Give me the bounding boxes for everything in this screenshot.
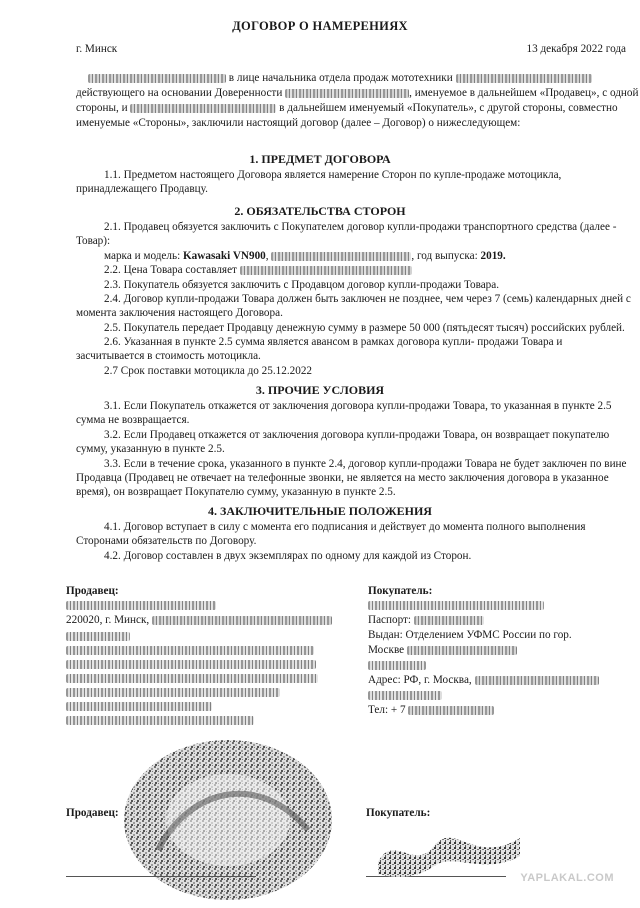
clause-4-1-line-1: 4.1. Договор вступает в силу с момента его подписания и действует до момента полного выполнения: [104, 521, 586, 533]
intro-line-3: [76, 101, 618, 116]
redacted-phone-number: [408, 706, 494, 715]
intro-text: в лице начальника отдела продаж мототехники: [228, 72, 453, 84]
redacted-seller-line: [66, 646, 314, 655]
section-1-title: 1. ПРЕДМЕТ ДОГОВОРА: [249, 152, 391, 166]
phone-label: Тел: + 7: [368, 704, 406, 716]
redacted-representative-name: [456, 74, 592, 83]
intro-line-2: [76, 86, 639, 101]
clause-4-1-line-2: Сторонами обязательств по Договору.: [76, 535, 257, 547]
clause-1-1-line-1: 1.1. Предметом настоящего Договора является намерение Сторон по купле-продаже мотоцикла,: [104, 169, 562, 181]
redacted-buyer-name: [368, 601, 544, 610]
clause-2-1-line-3: марка и модель: Kawasaki VN900, , год выпуска: 2019.: [104, 250, 506, 262]
section-3-title: 3. ПРОЧИЕ УСЛОВИЯ: [255, 383, 385, 397]
clause-2-3: 2.3. Покупатель обязуется заключить с Продавцом договор купли-продажи Товара.: [104, 279, 500, 291]
redacted-buyer-name: [130, 104, 276, 113]
clause-3-3-line-3: время), он возвращает Покупателю сумму, указанную в пункте 2.5.: [76, 486, 396, 498]
year-value: 2019.: [480, 250, 506, 262]
year-label: , год выпуска:: [411, 250, 478, 262]
passport-label: Паспорт:: [368, 614, 412, 626]
seller-stamp-redacted: [118, 730, 340, 908]
intro-line-4: именуемые «Стороны», заключили настоящий договор (далее – Договор) о нижеследующем:: [76, 117, 521, 129]
redacted-power-of-attorney: [285, 89, 409, 98]
redacted-seller-line: [66, 716, 254, 725]
clause-3-3-line-1: 3.3. Если в течение срока, указанного в пункте 2.4, договор купли-продажи Товара не будет заключен по вине: [104, 458, 627, 470]
section-2-title: 2. ОБЯЗАТЕЛЬСТВА СТОРОН: [234, 204, 406, 218]
clause-2-2: [104, 263, 412, 278]
buyer-heading: Покупатель:: [368, 585, 433, 597]
redacted-seller-line: [66, 660, 316, 669]
intro-text: в дальнейшем именуемый «Покупатель», с другой стороны, совместно: [279, 102, 618, 114]
buyer-signature-label: Покупатель:: [366, 807, 431, 819]
clause-2-1-line-2: Товар):: [76, 235, 111, 247]
clause-2-4-line-2: момента заключения настоящего Договора.: [76, 307, 283, 319]
redacted-passport-number: [414, 616, 484, 625]
redacted-seller-line: [66, 674, 318, 683]
document-title: ДОГОВОР О НАМЕРЕНИЯХ: [232, 19, 408, 33]
seller-address: [66, 613, 332, 628]
clause-3-2-line-1: 3.2. Если Продавец откажется от заключения договора купли-продажи Товара, он возвращает покупателю: [104, 429, 610, 441]
redacted-seller-line: [66, 688, 280, 697]
seller-signature-line: [66, 876, 256, 877]
clause-2-4-line-1: 2.4. Договор купли-продажи Товара должен быть заключен не позднее, чем через 7 (семь) календарных дней с: [104, 293, 631, 305]
buyer-address: [368, 673, 599, 688]
redacted-issuing-office: [407, 646, 517, 655]
clause-3-1-line-1: 3.1. Если Покупатель откажется от заключения договора купли-продажи Товара, то указанная в пункте 2.5: [104, 400, 612, 412]
redacted-company-name: [88, 74, 226, 83]
redacted-seller-line: [66, 702, 212, 711]
seller-heading: Продавец:: [66, 585, 119, 597]
clause-2-7: 2.7 Срок поставки мотоцикла до 25.12.2022: [104, 365, 313, 377]
redacted-price: [240, 266, 412, 275]
seller-signature-label: Продавец:: [66, 807, 119, 819]
clause-3-2-line-2: сумму, указанную в пункте 2.5.: [76, 443, 225, 455]
redacted-issue-date: [368, 661, 426, 670]
clause-2-5: 2.5. Покупатель передает Продавцу денежную сумму в размере 50 000 (пятьдесят тысяч) российских рублей.: [104, 322, 625, 334]
buyer-phone: [368, 703, 494, 718]
intro-text: , именуемое в дальнейшем «Продавец», с одной: [409, 87, 639, 99]
model-value: Kawasaki VN900: [182, 250, 266, 262]
watermark-logo: YAPLAKAL.COM: [520, 872, 614, 884]
redacted-buyer-street: [475, 676, 599, 685]
clause-3-1-line-2: сумма не возвращается.: [76, 414, 190, 426]
intro-text: стороны, и: [76, 102, 128, 114]
redacted-buyer-line: [368, 691, 442, 700]
redacted-seller-street: [152, 616, 332, 625]
clause-2-6-line-1: 2.6. Указанная в пункте 2.5 сумма является авансом в рамках договора купли- продажи Товара и: [104, 336, 563, 348]
buyer-address-text: Адрес: РФ, г. Москва,: [368, 674, 472, 686]
buyer-issued-line-1: Выдан: Отделением УФМС России по гор.: [368, 629, 572, 641]
seller-address-text: 220020, г. Минск,: [66, 614, 150, 626]
clause-2-1-line-1: 2.1. Продавец обязуется заключить с Покупателем договор купли-продажи транспортного средства (далее -: [104, 221, 617, 233]
clause-4-2: 4.2. Договор составлен в двух экземплярах по одному для каждой из Сторон.: [104, 550, 472, 562]
redacted-seller-line: [66, 632, 130, 641]
intro-text: действующего на основании Доверенности: [76, 87, 283, 99]
clause-2-6-line-2: засчитывается в стоимость мотоцикла.: [76, 350, 261, 362]
section-4-title: 4. ЗАКЛЮЧИТЕЛЬНЫЕ ПОЛОЖЕНИЯ: [208, 504, 432, 518]
buyer-signature-redacted: [374, 822, 524, 878]
intro-line-1: [88, 71, 592, 86]
model-label: марка и модель:: [104, 250, 181, 262]
document-city: г. Минск: [76, 43, 118, 55]
clause-1-1-line-2: принадлежащего Продавцу.: [76, 183, 208, 195]
issued-city: Москве: [368, 644, 405, 656]
buyer-issued-line-2: [368, 643, 517, 658]
clause-3-3-line-2: Продавца (Продавец не отвечает на телефонные звонки, не является на место заключения договора в указанное: [76, 472, 609, 484]
redacted-vin: [271, 252, 411, 261]
price-label: 2.2. Цена Товара составляет: [104, 264, 237, 276]
document-date: 13 декабря 2022 года: [526, 43, 626, 55]
redacted-seller-name: [66, 601, 216, 610]
buyer-passport: [368, 613, 484, 628]
